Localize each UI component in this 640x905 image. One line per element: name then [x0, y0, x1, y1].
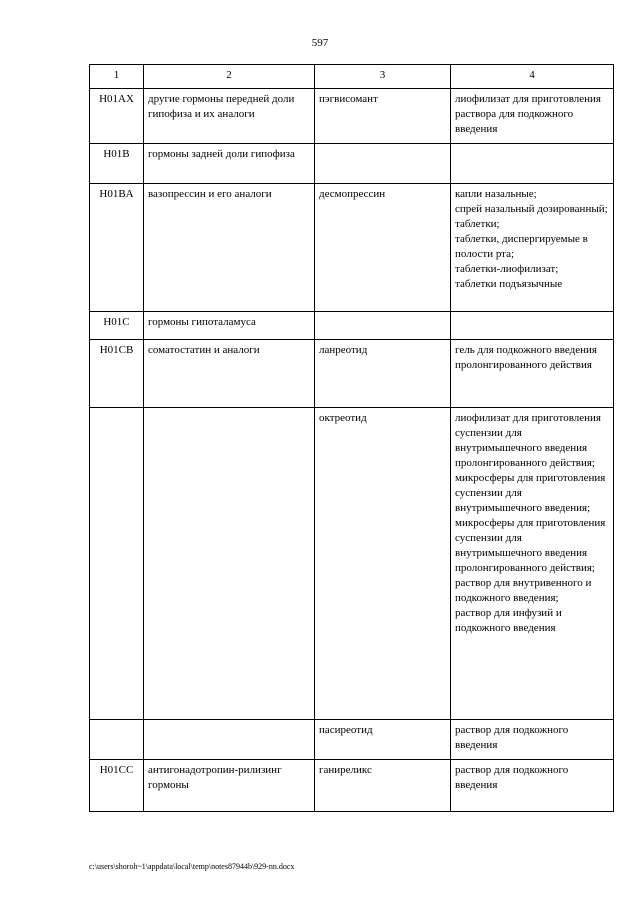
- atc-code-cell: [90, 720, 144, 760]
- atc-code-cell: H01AX: [90, 89, 144, 144]
- dosage-form-item: гель для подкожного введения пролонгированного действия: [455, 344, 597, 371]
- group-name-cell: гормоны гипоталамуса: [144, 312, 315, 340]
- column-header-3: 3: [315, 65, 451, 89]
- group-name-cell: антигонадотропин-рилизинг гормоны: [144, 760, 315, 812]
- dosage-form-item: таблетки-лиофилизат;: [455, 263, 559, 275]
- dosage-forms-cell: [451, 760, 614, 812]
- table-header-row: [90, 65, 614, 89]
- atc-code-cell: H01C: [90, 312, 144, 340]
- column-header-4: 4: [451, 65, 614, 89]
- group-name-cell: [144, 720, 315, 760]
- dosage-forms-cell: [451, 89, 614, 144]
- dosage-forms-cell: [451, 312, 614, 340]
- dosage-form-item: таблетки;: [455, 218, 500, 230]
- dosage-form-item: лиофилизат для приготовления суспензии для внутримышечного введения пролонгированного действия;: [455, 412, 601, 469]
- column-header-1: 1: [90, 65, 144, 89]
- substance-cell: октреотид: [315, 408, 451, 720]
- dosage-forms-cell: [451, 408, 614, 720]
- substance-cell: [315, 144, 451, 184]
- dosage-form-item: раствор для подкожного введения: [455, 764, 569, 791]
- dosage-form-item: раствор для подкожного введения: [455, 724, 569, 751]
- table-row: [90, 144, 614, 184]
- substance-cell: пэгвисомант: [315, 89, 451, 144]
- substance-cell: десмопрессин: [315, 184, 451, 312]
- dosage-form-item: таблетки, диспергируемые в полости рта;: [455, 233, 588, 260]
- dosage-form-item: капли назальные;: [455, 188, 537, 200]
- dosage-form-item: раствор для инфузий и подкожного введения: [455, 607, 562, 634]
- dosage-forms-cell: [451, 340, 614, 408]
- dosage-forms-cell: [451, 144, 614, 184]
- atc-code-cell: H01CB: [90, 340, 144, 408]
- substance-cell: ланреотид: [315, 340, 451, 408]
- table-row: [90, 408, 614, 720]
- substance-cell: [315, 312, 451, 340]
- dosage-form-item: таблетки подъязычные: [455, 278, 563, 290]
- table-body: [90, 65, 614, 812]
- dosage-form-item: микросферы для приготовления суспензии для внутримышечного введения;: [455, 472, 606, 514]
- group-name-cell: соматостатин и аналоги: [144, 340, 315, 408]
- table-row: [90, 340, 614, 408]
- table-row: [90, 720, 614, 760]
- atc-code-cell: [90, 408, 144, 720]
- page-number: 597: [311, 37, 329, 49]
- substance-cell: ганиреликс: [315, 760, 451, 812]
- dosage-forms-cell: [451, 720, 614, 760]
- dosage-forms-cell: [451, 184, 614, 312]
- footer-file-path: c:\users\shoroh~1\appdata\local\temp\notes87944b\929-nn.docx: [89, 862, 295, 871]
- substance-cell: пасиреотид: [315, 720, 451, 760]
- atc-code-cell: H01B: [90, 144, 144, 184]
- column-header-2: 2: [144, 65, 315, 89]
- dosage-form-item: раствор для внутривенного и подкожного введения;: [455, 577, 592, 604]
- group-name-cell: вазопрессин и его аналоги: [144, 184, 315, 312]
- table-row: [90, 89, 614, 144]
- dosage-form-item: микросферы для приготовления суспензии для внутримышечного введения пролонгированного действия;: [455, 517, 606, 574]
- table-row: [90, 760, 614, 812]
- group-name-cell: другие гормоны передней доли гипофиза и их аналоги: [144, 89, 315, 144]
- group-name-cell: гормоны задней доли гипофиза: [144, 144, 315, 184]
- atc-code-cell: H01CC: [90, 760, 144, 812]
- dosage-form-item: лиофилизат для приготовления раствора для подкожного введения: [455, 93, 601, 135]
- dosage-form-item: спрей назальный дозированный;: [455, 203, 608, 215]
- table-row: [90, 184, 614, 312]
- table-row: [90, 312, 614, 340]
- drug-table: [89, 64, 614, 812]
- atc-code-cell: H01BA: [90, 184, 144, 312]
- group-name-cell: [144, 408, 315, 720]
